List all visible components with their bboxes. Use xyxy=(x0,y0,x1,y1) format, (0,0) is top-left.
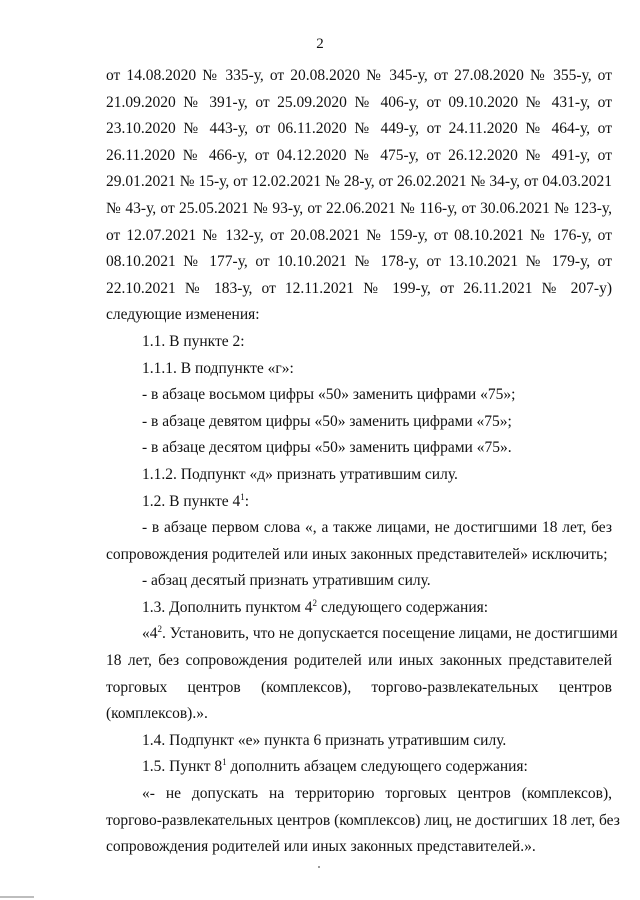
clause-text: . Установить, что не допускается посещение лицами, не достигшими xyxy=(162,625,618,643)
list-item: - абзац десятый признать утратившим силу. xyxy=(142,572,431,590)
clause-text: : xyxy=(244,492,250,510)
text-line: 08.10.2021 № 177-у, от 10.10.2021 № 178-у, от 13.10.2021 № 179-у, от xyxy=(106,253,612,271)
clause-text: 1.5. Пункт 8 xyxy=(142,758,223,776)
clause-text: 1.2. В пункте 4 xyxy=(142,492,241,510)
clause-1-1-2: 1.1.2. Подпункт «д» признать утратившим силу. xyxy=(142,465,458,483)
text-line: следующие изменения: xyxy=(106,306,260,324)
text-line: (комплексов).». xyxy=(106,705,208,723)
text-line: сопровождения родителей или иных законных представителей.». xyxy=(106,838,536,856)
clause-text: следующего содержания: xyxy=(316,598,489,616)
clause-1-5 xyxy=(106,754,612,781)
clause-1-1-1: 1.1.1. В подпункте «г»: xyxy=(142,359,294,377)
superscript: 1 xyxy=(222,757,227,768)
text-line: № 43-у, от 25.05.2021 № 93-у, от 22.06.2021 № 116-у, от 30.06.2021 № 123-у, xyxy=(106,199,612,217)
scan-speck xyxy=(318,866,320,868)
clause-1-1: 1.1. В пункте 2: xyxy=(142,332,245,350)
text-line: от 12.07.2021 № 132-у, от 20.08.2021 № 159-у, от 08.10.2021 № 176-у, от xyxy=(106,226,612,244)
text-line: 26.11.2020 № 466-у, от 04.12.2020 № 475-у, от 26.12.2020 № 491-у, от xyxy=(106,146,612,164)
superscript: 2 xyxy=(312,597,317,608)
clause-text: 1.3. Дополнить пунктом 4 xyxy=(142,598,313,616)
text-line: 22.10.2021 № 183-у, от 12.11.2021 № 199-у, от 26.11.2021 № 207-у) xyxy=(106,279,612,297)
page-number: 2 xyxy=(316,36,324,52)
text-line: торгово-развлекательных центров (комплексов) лиц, не достигших 18 лет, без xyxy=(106,811,620,829)
clause-1-3 xyxy=(106,595,612,622)
text-line: 21.09.2020 № 391-у, от 25.09.2020 № 406-у, от 09.10.2020 № 431-у, от xyxy=(106,93,612,111)
text-line: 18 лет, без сопровождения родителей или иных законных представителей xyxy=(106,652,612,670)
list-item: - в абзаце восьмом цифры «50» заменить цифрами «75»; xyxy=(142,386,516,404)
document-body xyxy=(106,63,620,861)
superscript: 1 xyxy=(240,491,245,502)
quoted-paragraph: «- не допускать на территорию торговых центров (комплексов), xyxy=(142,785,612,803)
list-item: - в абзаце десятом цифры «50» заменить цифрами «75». xyxy=(142,439,512,457)
clause-1-4: 1.4. Подпункт «е» пункта 6 признать утратившим силу. xyxy=(142,731,507,749)
clause-text: «4 xyxy=(142,625,158,643)
superscript: 2 xyxy=(157,624,162,635)
clause-text: дополнить абзацем следующего содержания: xyxy=(226,758,528,776)
text-line: 23.10.2020 № 443-у, от 06.11.2020 № 449-у, от 24.11.2020 № 464-у, от xyxy=(106,120,612,138)
text-line: сопровождения родителей или иных законных представителей» исключить; xyxy=(106,545,608,563)
clause-1-2 xyxy=(106,489,612,516)
text-line: торговых центров (комплексов), торгово-развлекательных центров xyxy=(106,678,612,696)
list-item: - в абзаце первом слова «, а также лицами, не достигшими 18 лет, без xyxy=(142,519,612,537)
text-line: 29.01.2021 № 15-у, от 12.02.2021 № 28-у, от 26.02.2021 № 34-у, от 04.03.2021 xyxy=(106,173,612,191)
text-line: от 14.08.2020 № 335-у, от 20.08.2020 № 345-у, от 27.08.2020 № 355-у, от xyxy=(106,67,612,84)
scan-edge-mark xyxy=(0,896,34,898)
list-item: - в абзаце девятом цифры «50» заменить цифрами «75»; xyxy=(142,412,512,430)
quoted-paragraph xyxy=(106,621,618,648)
